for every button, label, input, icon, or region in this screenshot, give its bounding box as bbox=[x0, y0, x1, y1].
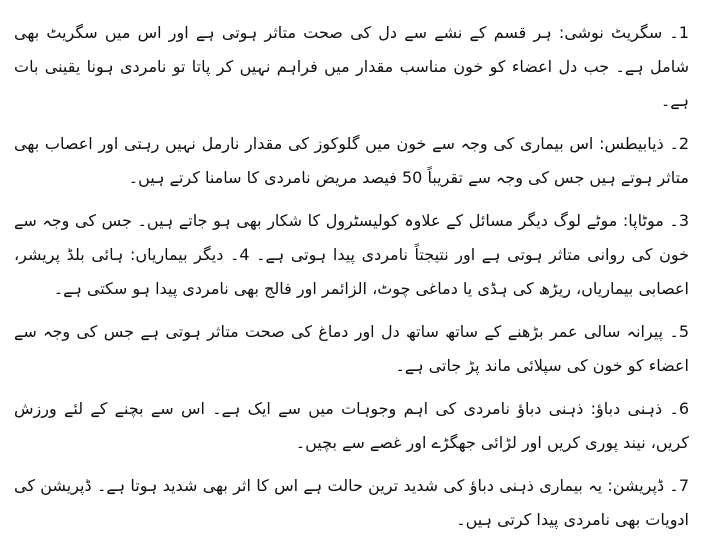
paragraph-stress: 6۔ ذہنی دباؤ: ذہنی دباؤ نامردی کی اہم وجوہات میں سے ایک ہے۔ اس سے بچنے کے لئے ورزش کریں، نیند پوری کریں اور لڑائی جھگڑے اور غصے سے بچیں۔ bbox=[14, 399, 689, 452]
paragraph-diabetes: 2۔ ذیابیطس: اس بیماری کی وجہ سے خون میں گلوکوز کی مقدار نارمل نہیں رہتی اور اعصاب بھی متاثر ہوتے ہیں جس کی وجہ سے تقریباً 50 فیصد مریض نامردی کا سامنا کرتے ہیں۔ bbox=[14, 134, 689, 187]
paragraph-obesity: 3۔ موٹاپا: موٹے لوگ دیگر مسائل کے علاوہ کولیسٹرول کا شکار بھی ہو جاتے ہیں۔ جس کی وجہ سے خون کی روانی متاثر ہوتی ہے اور نتیجتاً نامردی پیدا ہوتی ہے۔ 4۔ دیگر بیماریاں: ہائی بلڈ پریشر، اعصابی بیماریاں، ریڑھ کی ہڈی یا دماغی چوٹ، الزائمر اور فالج بھی نامردی پیدا ہو سکتی ہے۔ bbox=[14, 211, 689, 298]
paragraph-old-age: 5۔ پیرانہ سالی عمر بڑھنے کے ساتھ ساتھ دل اور دماغ کی صحت متاثر ہوتی ہے جس کی وجہ سے اعضاء کو خون کی سپلائی ماند پڑ جاتی ہے۔ bbox=[14, 322, 689, 375]
paragraph-smoking: 1۔ سگریٹ نوشی: ہر قسم کے نشے سے دل کی صحت متاثر ہوتی ہے اور اس میں سگریٹ بھی شامل ہے۔ جب دل اعضاء کو خون مناسب مقدار میں فراہم نہیں کر پاتا تو نامردی ہونا یقینی بات ہے۔ bbox=[14, 23, 689, 110]
paragraph-depression: 7۔ ڈپریشن: یہ بیماری ذہنی دباؤ کی شدید ترین حالت ہے اس کا اثر بھی شدید ہوتا ہے۔ ڈپریشن کی ادویات بھی نامردی پیدا کرتی ہیں۔ bbox=[14, 476, 689, 529]
